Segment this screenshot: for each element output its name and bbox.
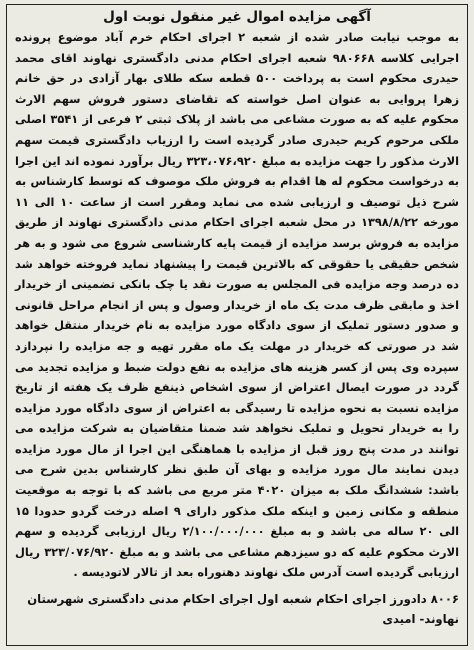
auction-notice-box (6, 4, 468, 646)
notice-title: آگهی مزایده اموال غیر منقول نوبت اول (103, 9, 371, 25)
footer-signature-line: ۸۰۰۶ دادورز اجرای احکام شعبه اول اجرای احکام مدنی دادگستری شهرستان (27, 592, 459, 607)
notice-footer (15, 589, 459, 629)
footer-signatory: نهاوند- امیدی (382, 612, 459, 627)
notice-body: به موجب نیابت صادر شده از شعبه ۲ اجرای احکام خرم آباد موضوع پرونده اجرایی کلاسه ۹۸۰۶۶۸ شعبه اجرای احکام مدنی دادگستری نهاوند اقای محمد حیدری محکوم است به پرداخت ۵۰۰ قطعه سکه طلای بهار آزادی در حق خانم زهرا پروایی به عنوان اصل خواسته که تقاضای دستور فروش سهم الارث محکوم علیه که به صورت مشاعی می باشد از پلاک ثبتی ۲ فرعی از ۳۵۴۱ اصلی ملکی مرحوم کریم حیدری صادر گردیده است را ارزیاب دادگستری قیمت سهم الارث مذکور را جهت مزایده به مبلغ ۳۲۳،۰۷۶،۹۲۰ ریال برآورد نموده اند این اجرا به درخواست محکوم له ها اقدام به فروش ملک موصوف که توسط کارشناس به شرح ذیل توصیف و ارزیابی شده می نماید ومقرر است از ساعت ۱۰ الی ۱۱ مورخه ۱۳۹۸/۸/۲۲ در محل شعبه اجرای احکام مدنی دادگستری نهاوند از طریق مزایده به فروش برسد مزایده از قیمت پایه کارشناسی شروع می شود و به هر شخص حقیقی یا حقوقی که بالاترین قیمت را پیشنهاد نماید فروخته خواهد شد ده درصد وجه مزایده فی المجلس به صورت نقد یا چک بانکی تضمینی از خریدار اخذ و مابقی ظرف مدت یک ماه از خریدار وصول و پس از انجام مراحل قانونی و صدور دستور تملیک از سوی دادگاه مورد مزایده به نام خریدار منتقل خواهد شد در صورتی که خریدار در مهلت یک ماه مقرر تهیه و جه مزایده را نپردازد سپرده وی پس از کسر هزینه های مزایده به نفع دولت ضبط و مزایده تجدید می گردد در صورت ایصال اعتراض از سوی اشخاص ذینفع ظرف یک هفته از تاریخ مزایده نسبت به نحوه مزایده تا رسیدگی به اعتراض از سوی دادگاه مورد مزایده را به خریدار تحویل و تملیک نخواهد شد ضمنا متقاضیان به شرکت مزایده می توانند در مدت پنج روز قبل از مزایده با هماهنگی این اجرا از مال مورد مزایده دیدن نمایند مال مورد مزایده و بهای آن طبق نظر کارشناس بدین شرح می باشد: ششدانگ ملک به میزان ۴۰۲۰ متر مربع می باشد که با توجه به موقعیت منطقه و مکانی زمین و اینکه ملک مذکور دارای ۹ اصله درخت گردو حدودا ۱۵ الی ۲۰ ساله می باشد و به مبلغ ۲/۱۰۰/۰۰۰/۰۰۰ ریال ارزیابی گردیده و سهم الارث محکوم علیه که دو سیزدهم مشاعی می باشد و به مبلغ ۳۲۳/۰۷۶/۹۲۰ ریال ارزیابی گردیده است آدرس ملک نهاوند دهنوراه بعد از تالار لاتودیسه . (15, 30, 460, 580)
